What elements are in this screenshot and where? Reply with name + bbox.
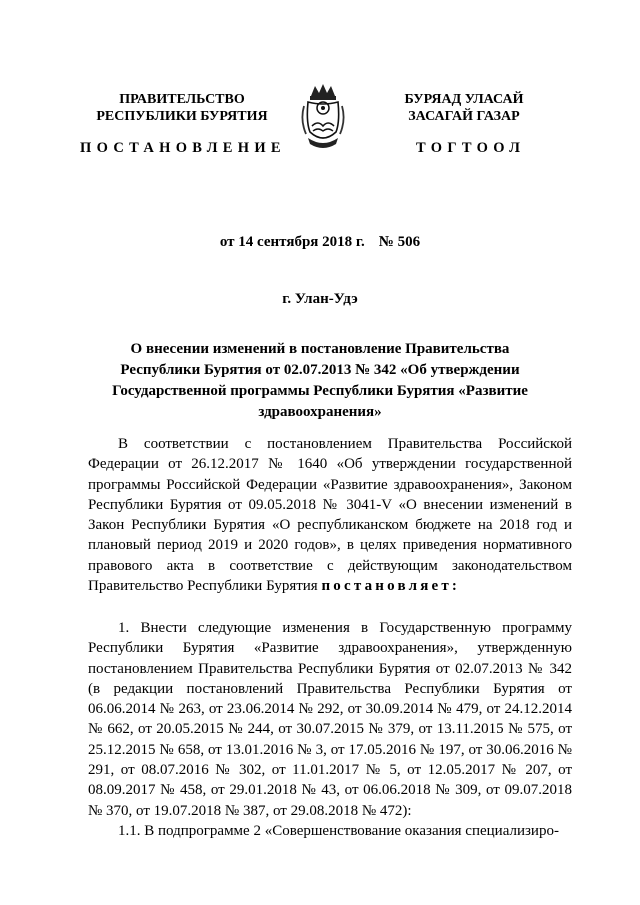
document-date: от 14 сентября 2018 г. bbox=[219, 234, 365, 250]
issuer-ru bbox=[88, 91, 276, 125]
clause-1-paragraph bbox=[88, 618, 572, 821]
issuer-bur-line1: БУРЯАД УЛАСАЙ bbox=[404, 92, 524, 107]
issuer-ru-line2: РЕСПУБЛИКИ БУРЯТИЯ bbox=[96, 109, 268, 124]
clause-1-text: 1. Внести следующие изменения в Государственную программу Республики Бурятия «Развитие здравоохранения», утвержденную постановлением Правительства Республики Бурятия от 02.07.2013 № 342 (в редакции постановлений Правительства Республики Бурятия от 06.06.2014 № 263, от 23.06.2014 № 292, от 30.09.2014 № 479, от 24.12.2014 № 662, от 20.05.2015 № 244, от 30.07.2015 № 379, от 13.11.2015 № 575, от 25.12.2015 № 658, от 13.01.2016 № 3, от 17.05.2016 № 197, от 30.06.2016 № 291, от 08.07.2016 № 302, от 11.01.2017 № 5, от 12.05.2017 № 207, от 08.09.2017 № 458, от 29.01.2018 № 43, от 06.06.2018 № 309, от 09.07.2018 № 370, от 19.07.2018 № 387, от 29.08.2018 № 472): bbox=[88, 620, 572, 819]
issuer-ru-line1: ПРАВИТЕЛЬСТВО bbox=[119, 92, 245, 107]
issuer-bur-line2: ЗАСАГАЙ ГАЗАР bbox=[408, 109, 520, 124]
issuer-bur bbox=[386, 91, 542, 125]
coat-of-arms-buryatia-icon bbox=[298, 82, 348, 152]
clause-1-1-paragraph bbox=[88, 821, 572, 841]
preamble-text: В соответствии с постановлением Правительства Российской Федерации от 26.12.2017 № 1640 «Об утверждении государственной программы Российской Федерации «Развитие здравоохранения», Законом Республики Бурятия от 09.05.2018 № 3041-V «О внесении изменений в Закон Республики Бурятия «О республиканском бюджете на 2018 год и плановый период 2019 и 2020 годов», в целях приведения нормативного правового акта в соответствие с действующим законодательством Правительство Республики Бурятия bbox=[88, 436, 572, 595]
doc-type-ru: ПОСТАНОВЛЕНИЕ bbox=[80, 140, 286, 156]
preamble-paragraph bbox=[88, 434, 572, 596]
document-city: г. Улан-Удэ bbox=[282, 291, 358, 307]
document-title: О внесении изменений в постановление Правительства Республики Бурятия от 02.07.2013 № 342 «Об утверждении Государственной программы Республики Бурятия «Развитие здравоохранения» bbox=[112, 341, 528, 420]
resolves-word: постановляет: bbox=[321, 578, 461, 595]
doc-type-bur: ТОГТООЛ bbox=[416, 140, 526, 156]
date-number-line bbox=[0, 234, 640, 251]
clause-1-1-text: 1.1. В подпрограмме 2 «Совершенствование оказания специализиро- bbox=[118, 823, 559, 839]
document-number: № 506 bbox=[378, 234, 421, 250]
